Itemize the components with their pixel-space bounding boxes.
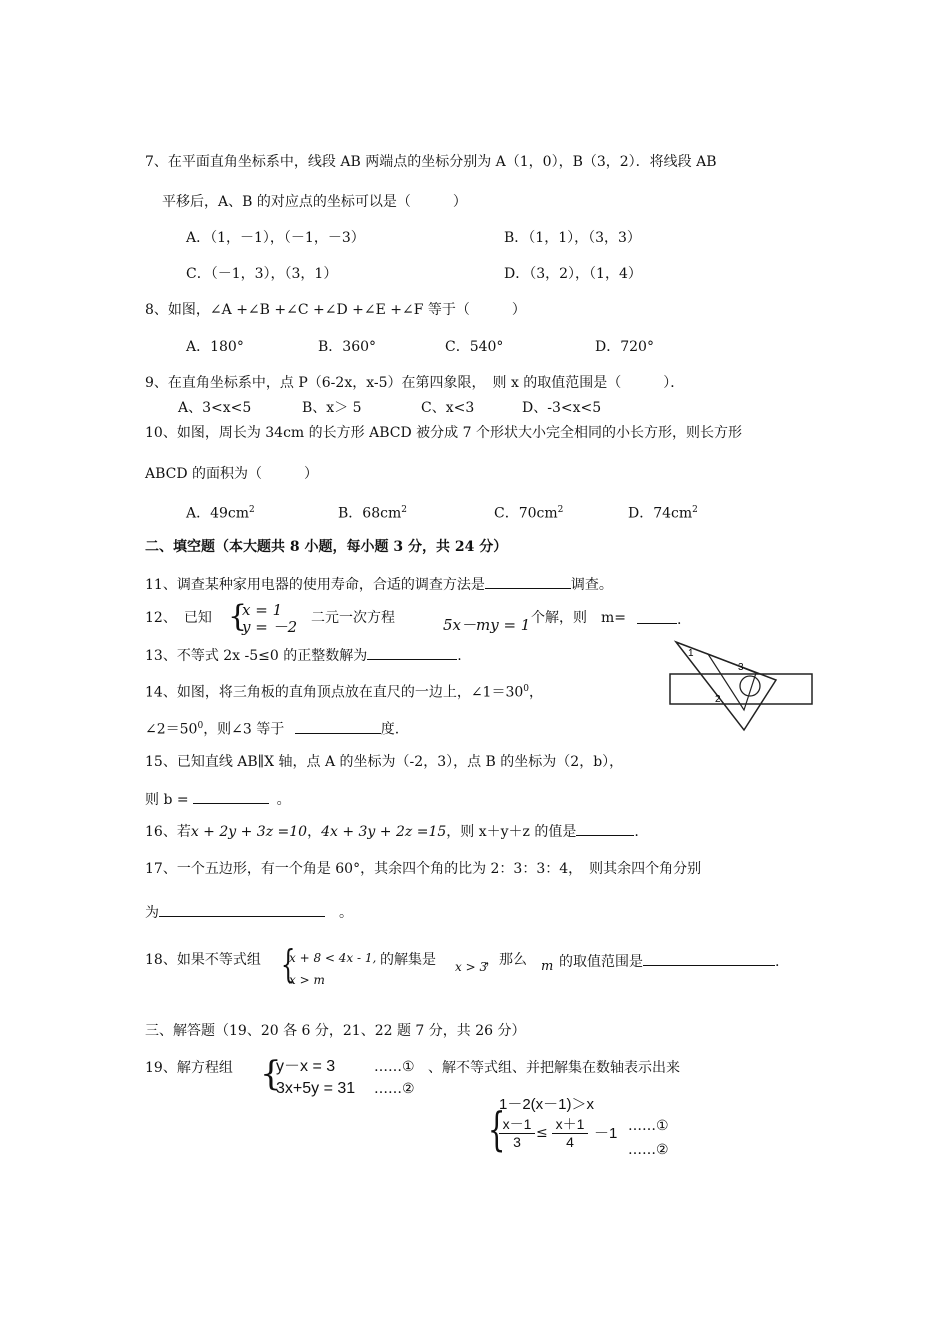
q8-stem: 8、如图，∠A +∠B +∠C +∠D +∠E +∠F 等于（ ） <box>145 302 526 318</box>
q8-option-d: D．720° <box>595 339 654 355</box>
q8-option-a: A．180° <box>186 339 244 355</box>
q10-option-b: B．$68cm^2$ <box>338 505 407 522</box>
q20-frac1: $\frac{x-1}{3}$ <box>499 1116 535 1151</box>
q9-option-c: C、x<3 <box>421 400 475 416</box>
q18-post2: 的取值范围是 . <box>559 951 779 971</box>
q20-rel: ≤ <box>536 1125 548 1141</box>
q18-solution: x > 3 <box>455 960 488 974</box>
q9-option-d: D、-3<x<5 <box>522 400 602 416</box>
q15-blank <box>193 789 269 804</box>
angle-1-label: 1 <box>688 648 694 659</box>
angle-2-label: 2 <box>715 694 721 705</box>
q10-option-d: D．$74cm^2$ <box>628 505 698 522</box>
q18-mid: 的解集是 <box>380 952 436 968</box>
q12-equation: 5x－my = 1 <box>443 616 531 634</box>
q15-line1: 15、已知直线 AB∥X 轴，点 A 的坐标为（-2，3），点 B 的坐标为（2，b）， <box>145 754 624 770</box>
q11-blank <box>485 574 571 589</box>
section3-heading: 三、解答题（19、20 各 6 分，21、22 题 7 分，共 26 分） <box>145 1023 526 1039</box>
q16-blank <box>576 821 634 836</box>
q13-blank <box>367 645 457 660</box>
q18-post: ，那么 <box>485 952 527 968</box>
q18-pre: 18、如果不等式组 <box>145 952 261 968</box>
q7-line1: 7、在平面直角坐标系中，线段 AB 两端点的坐标分别为 A（1，0），B（3，2）．将线段 AB <box>145 154 717 170</box>
section2-heading: 二、填空题（本大题共 8 小题，每小题 3 分，共 24 分） <box>145 539 508 555</box>
q8-option-c: C．540° <box>445 339 504 355</box>
q11: 11、调查某种家用电器的使用寿命，合适的调查方法是 调查。 <box>145 574 613 594</box>
q7-option-d: D．（3，2），（1，4） <box>504 266 642 282</box>
q18-system: x + 8 < 4x - 1, x > m <box>289 951 377 987</box>
q12-post: 个解，则 m= <box>531 610 627 626</box>
q15-line2: 则 b = 。 <box>145 789 291 809</box>
q19-system: y－x = 3 3x+5y = 31 <box>276 1058 356 1097</box>
q16: 16、若x + 2y + 3z =10，4x + 3y + 2z =15，则 x＋y＋z 的值是 . <box>145 821 639 841</box>
q9-option-a: A、3<x<5 <box>178 400 252 416</box>
q7-option-a: A．（1，－1），（－1，－3） <box>186 230 365 246</box>
q10-line2: ABCD 的面积为（ ） <box>145 466 319 482</box>
q19-pre: 19、解方程组 <box>145 1060 233 1076</box>
q17-blank <box>159 902 325 917</box>
q17-line2: 为 。 <box>145 902 353 922</box>
q19-post: 、解不等式组、并把解集在数轴表示出来 <box>428 1060 680 1076</box>
q20-dots1: ……① <box>628 1118 669 1134</box>
q19-brace: { <box>260 1054 282 1094</box>
q17-line1: 17、一个五边形，有一个角是 60°，其余四个角的比为 2：3：3：4， 则其余四个角分别 <box>145 861 702 877</box>
angle-3-label: 3 <box>738 662 744 673</box>
q18-var: m <box>541 959 554 974</box>
q20-tail: －1 <box>594 1125 618 1142</box>
q7-line2: 平移后，A、B 的对应点的坐标可以是（ ） <box>162 194 467 210</box>
q12-mid: 二元一次方程 <box>311 610 395 626</box>
q18-brace: { <box>280 942 296 986</box>
q12-brace: { <box>228 599 248 634</box>
q10-option-c: C．$70cm^2$ <box>494 505 564 522</box>
q14-blank <box>295 719 381 734</box>
q12-pre: 12、 已知 <box>145 610 212 626</box>
q10-line1: 10、如图，周长为 34cm 的长方形 ABCD 被分成 7 个形状大小完全相同的小长方形，则长方形 <box>145 425 742 441</box>
q19-markers: ……① ……② <box>374 1059 415 1097</box>
q14-line2: $\angle 2=50^0$，则∠3 等于 度. <box>145 717 399 739</box>
q9-option-b: B、x＞ 5 <box>302 400 362 416</box>
q20-frac2: $\frac{x+1}{4}$ <box>552 1116 588 1151</box>
q12-system: x = 1 y = －2 <box>242 601 298 636</box>
q12-blank <box>637 609 677 624</box>
q18-blank <box>643 951 775 966</box>
q20-brace: { <box>487 1102 506 1156</box>
q20-line1: 1－2(x－1)＞x <box>499 1096 595 1113</box>
q9-stem: 9、在直角坐标系中，点 P（6-2x，x-5）在第四象限， 则 x 的取值范围是（ ）． <box>145 375 685 391</box>
triangle-ruler-figure <box>668 640 814 732</box>
q14-line1: 14、如图，将三角板的直角顶点放在直尺的一边上，$\angle 1=30^0$， <box>145 684 543 701</box>
q20-dots2: ……② <box>628 1142 669 1158</box>
q7-option-b: B．（1，1），（3，3） <box>504 230 641 246</box>
q8-option-b: B．360° <box>318 339 377 355</box>
q13: 13、不等式 2x -5≤0 的正整数解为 . <box>145 645 462 665</box>
q7-option-c: C．（－1，3），（3，1） <box>186 266 338 282</box>
q10-option-a: A．$49cm^2$ <box>186 505 255 522</box>
q12-answer: . <box>637 609 681 629</box>
